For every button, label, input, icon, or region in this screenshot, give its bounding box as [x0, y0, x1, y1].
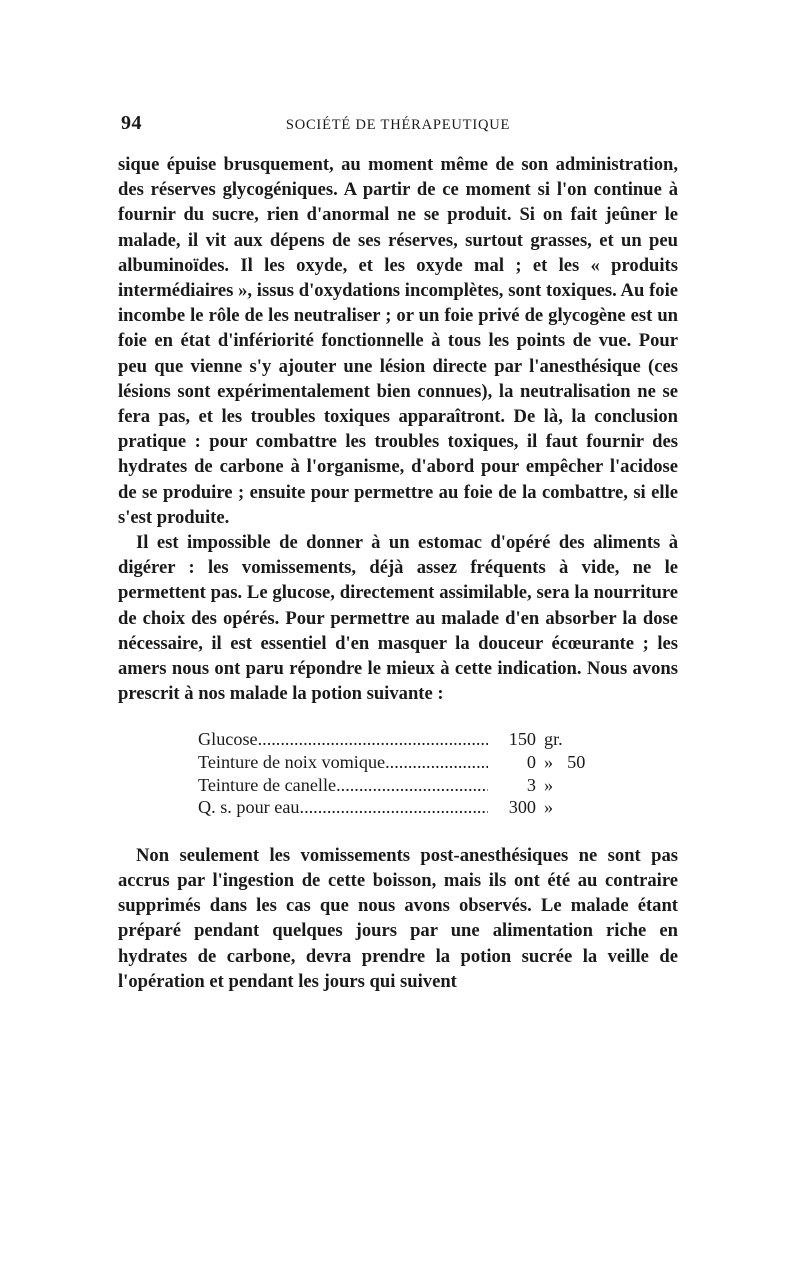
ingredient-unit: » [544, 797, 554, 818]
leader-dots [258, 729, 488, 749]
ingredient-unit: gr. [544, 729, 563, 750]
ingredient-unit: » [544, 774, 554, 795]
running-head [118, 110, 678, 140]
body-text [118, 152, 678, 994]
page-number: 94 [121, 112, 142, 134]
leader-dots [336, 775, 488, 795]
ingredient-quantity: 0 [526, 752, 536, 773]
ingredient-unit: » [544, 752, 554, 773]
ingredient-name: Q. s. pour eau [198, 797, 300, 818]
ingredient-name: Glucose [198, 729, 258, 750]
paragraph-3: Non seulement les vomissements post-anesthésiques ne sont pas accrus par l'ingestion de cette boisson, mais ils ont été au contraire supprimés dans les cas que nous avons observés. Le malade étant préparé pendant quelques jours par une alimentation riche en hydrates de carbone, devra prendre la potion sucrée la veille de l'opération et pendant les jours qui suivent [118, 844, 678, 992]
book-page [118, 110, 678, 994]
ingredient-quantity: 3 [526, 774, 536, 795]
prescription-row [198, 774, 678, 797]
running-head-title: SOCIÉTÉ DE THÉRAPEUTIQUE [285, 117, 511, 133]
leader-dots [385, 752, 488, 772]
prescription-row [198, 751, 678, 774]
leader-dots [300, 797, 488, 817]
prescription-row [198, 728, 678, 751]
ingredient-extra: 50 [567, 752, 586, 773]
paragraph-2: Il est impossible de donner à un estomac d'opéré des aliments à digérer : les vomissements, déjà assez fréquents à vide, ne le permettent pas. Le glucose, directement assimilable, sera la nourriture de choix des opérés. Pour permettre au malade d'en absorber la dose nécessaire, il est essentiel d'en masquer la douceur écœurante ; les amers nous ont paru répondre le mieux à cette indication. Nous avons prescrit à nos malade la potion suivante : [118, 532, 678, 705]
prescription-row [198, 796, 678, 819]
paragraph-1: sique épuise brusquement, au moment même de son administration, des réserves glycogéniques. A partir de ce moment si l'on continue à fournir du sucre, rien d'anormal ne se produit. Si on fait jeûner le malade, il vit aux dépens de ses réserves, surtout grasses, et un peu albuminoïdes. Il les oxyde, et les oxyde mal ; et les « produits intermédiaires », issus d'oxydations incomplètes, sont toxiques. Au foie incombe le rôle de les neutraliser ; or un foie privé de glycogène est un foie en état d'infériorité fonctionnelle à tous les points de vue. Pour peu que vienne s'y ajouter une lésion directe par l'anesthésique (ces lésions sont expérimentalement bien connues), la neutralisation ne se fera pas, et les troubles toxiques apparaîtront. De là, la conclusion pratique : pour combattre les troubles toxiques, il faut fournir des hydrates de carbone à l'organisme, d'abord pour empêcher l'acidose de se produire ; ensuite pour permettre au foie de la combattre, si elle s'est produite. [118, 154, 678, 528]
ingredient-name: Teinture de canelle [198, 774, 337, 795]
prescription-list [198, 728, 678, 818]
ingredient-quantity: 150 [508, 729, 536, 750]
ingredient-name: Teinture de noix vomique [198, 752, 386, 773]
ingredient-quantity: 300 [508, 797, 536, 818]
